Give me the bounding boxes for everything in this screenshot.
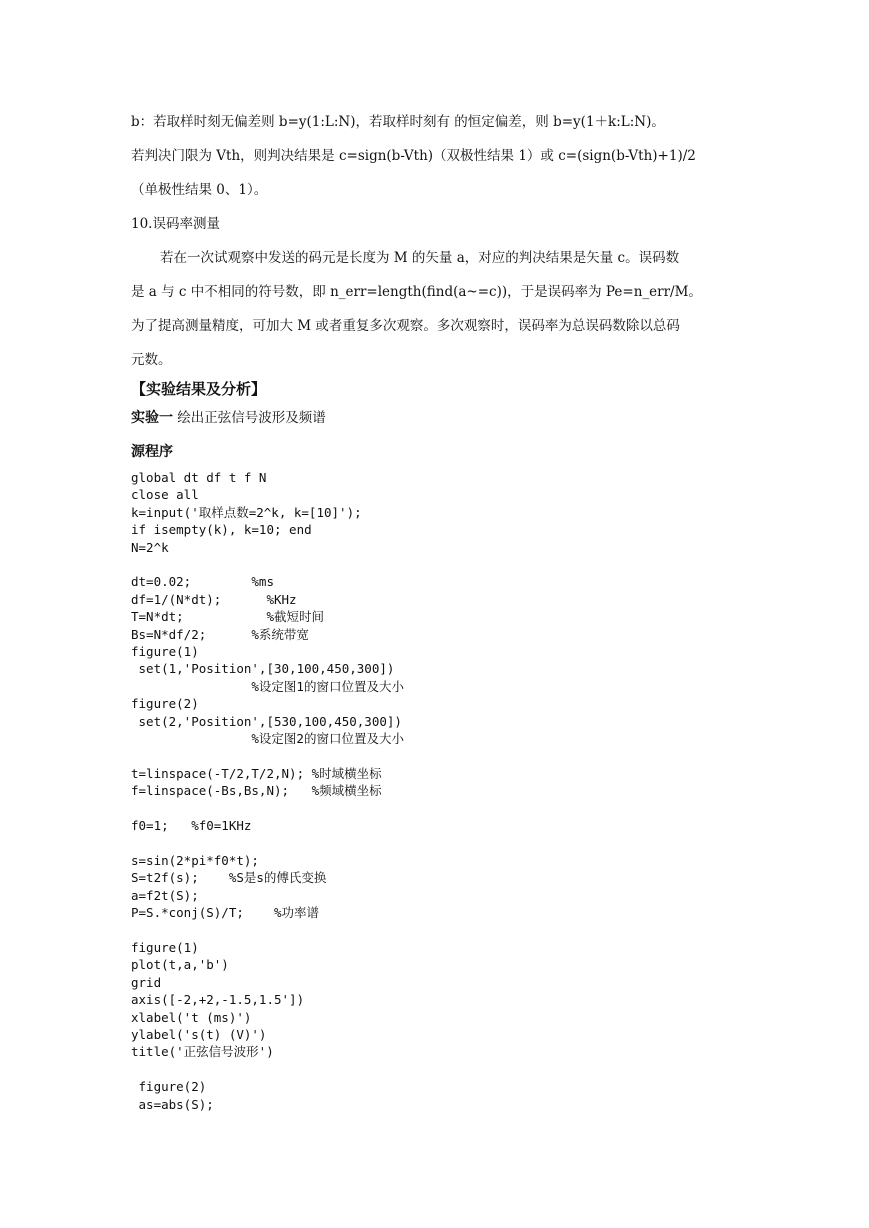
code-line: df=1/(N*dt); %KHz <box>131 591 297 607</box>
code-line: k=input('取样点数=2^k, k=[10]'); <box>131 504 362 520</box>
code-line: S=t2f(s); %S是s的傅氏变换 <box>131 870 327 886</box>
experiment-title <box>131 408 326 428</box>
paragraph-decision-threshold: 若判决门限为 Vth，则判决结果是 c=sign(b-Vth)（双极性结果 1）或 c=(sign(b-Vth)+1)/2 <box>131 148 696 164</box>
paragraph-unipolar-result: （单极性结果 0、1）。 <box>131 182 268 198</box>
code-line: P=S.*conj(S)/T; %功率谱 <box>131 905 320 921</box>
code-line: N=2^k <box>131 539 169 555</box>
code-line: a=f2t(S); <box>131 887 199 903</box>
paragraph-ber-1: 若在一次试观察中发送的码元是长度为 M 的矢量 a，对应的判决结果是矢量 c。误码数 <box>160 250 680 266</box>
code-line: figure(2) <box>131 696 199 712</box>
paragraph-sampling-offset: b：若取样时刻无偏差则 b=y(1:L:N)，若取样时刻有 的恒定偏差，则 b=y(1＋k:L:N)。 <box>131 114 665 130</box>
code-line: figure(1) <box>131 939 199 955</box>
code-line: ylabel('s(t) (V)') <box>131 1027 267 1042</box>
code-line: f0=1; %f0=1KHz <box>131 818 252 834</box>
code-line: as=abs(S); <box>131 1096 214 1112</box>
code-line: %设定图2的窗口位置及大小 <box>131 731 404 747</box>
code-line: close all <box>131 487 199 503</box>
code-line: if isempty(k), k=10; end <box>131 522 312 538</box>
code-line: figure(1) <box>131 644 199 660</box>
source-heading-label: 源程序 <box>131 444 173 460</box>
code-line: figure(2) <box>131 1079 207 1095</box>
code-line: set(2,'Position',[530,100,450,300]) <box>131 713 402 729</box>
section-heading-ber: 10.误码率测量 <box>131 216 220 232</box>
code-line: t=linspace(-T/2,T/2,N); %时域横坐标 <box>131 765 382 781</box>
paragraph-ber-2: 是 a 与 c 中不相同的符号数，即 n_err=length(find(a~=c))，于是误码率为 Pe=n_err/M。 <box>131 284 702 300</box>
code-line: s=sin(2*pi*f0*t); <box>131 852 259 868</box>
code-line: T=N*dt; %截短时间 <box>131 609 324 625</box>
code-line: %设定图1的窗口位置及大小 <box>131 678 404 694</box>
code-line: grid <box>131 974 162 990</box>
code-line: f=linspace(-Bs,Bs,N); %频域横坐标 <box>131 783 382 799</box>
paragraph-ber-4: 元数。 <box>131 352 172 368</box>
code-line: dt=0.02; %ms <box>131 574 274 590</box>
results-heading: 【实验结果及分析】 <box>131 380 267 398</box>
code-line: Bs=N*df/2; %系统带宽 <box>131 626 309 642</box>
code-line: set(1,'Position',[30,100,450,300]) <box>131 661 395 677</box>
code-line: axis([-2,+2,-1.5,1.5']) <box>131 992 305 1008</box>
source-heading <box>131 442 173 462</box>
source-code-block <box>131 469 404 1113</box>
code-line: plot(t,a,'b') <box>131 957 229 973</box>
experiment-description: 绘出正弦信号波形及频谱 <box>173 410 326 426</box>
code-line: global dt df t f N <box>131 470 267 485</box>
code-line: xlabel('t (ms)') <box>131 1009 252 1025</box>
code-line: title('正弦信号波形') <box>131 1044 274 1060</box>
paragraph-ber-3: 为了提高测量精度，可加大 M 或者重复多次观察。多次观察时，误码率为总误码数除以总码 <box>131 318 680 334</box>
experiment-label: 实验一 <box>131 410 173 426</box>
